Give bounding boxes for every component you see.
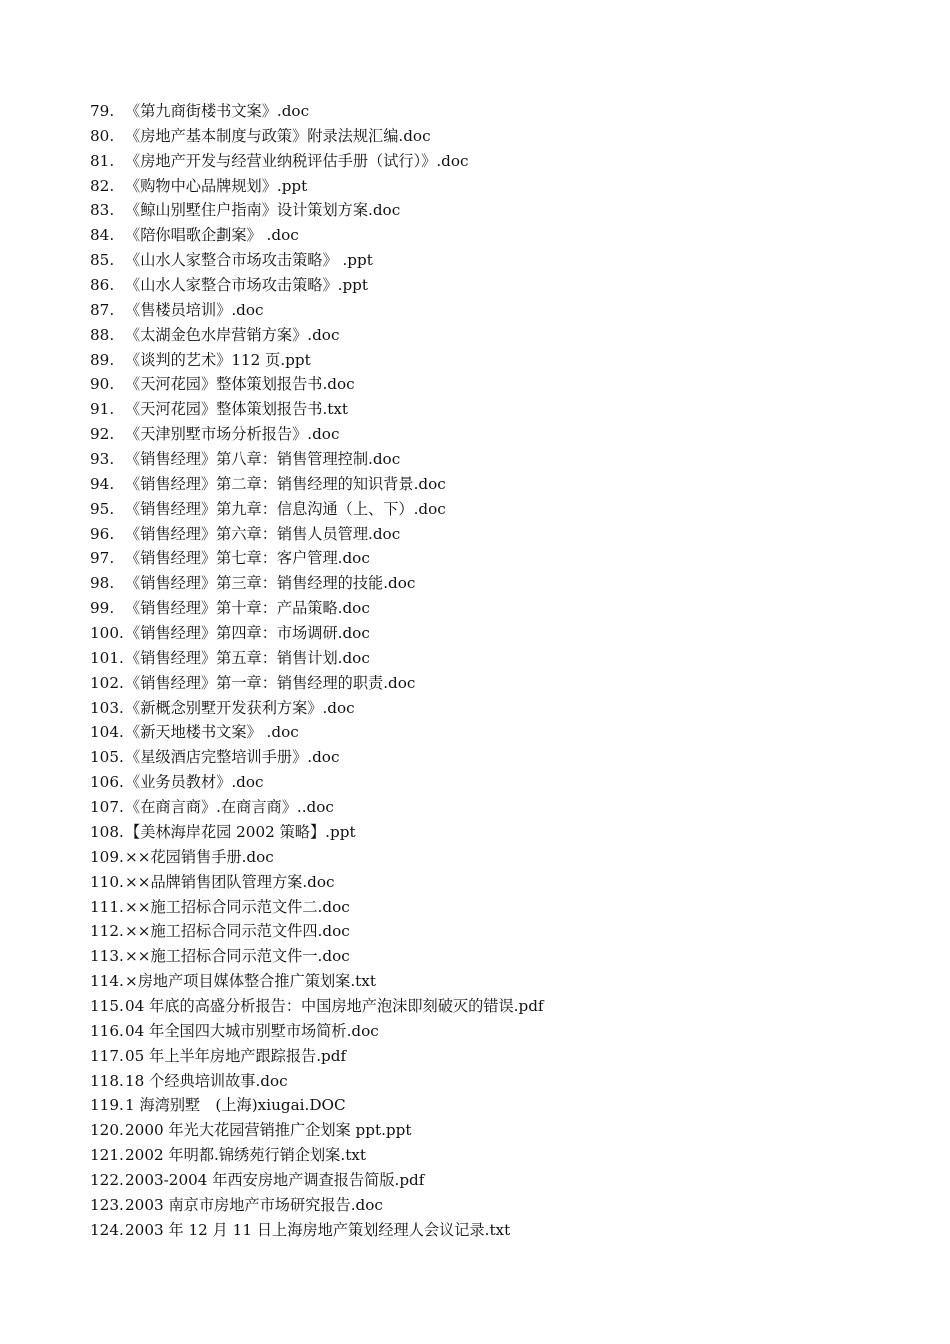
item-number: 81. bbox=[90, 151, 115, 170]
item-number: 108. bbox=[90, 822, 124, 841]
list-item bbox=[90, 621, 910, 646]
item-number: 88. bbox=[90, 325, 115, 344]
list-item bbox=[90, 273, 910, 298]
item-number: 95. bbox=[90, 499, 115, 518]
item-number: 83. bbox=[90, 201, 115, 220]
list-item bbox=[90, 174, 910, 199]
item-number: 107. bbox=[90, 798, 124, 817]
file-name: 《销售经理》第七章：客户管理.doc bbox=[125, 549, 370, 568]
item-number: 112. bbox=[90, 922, 124, 941]
item-number: 115. bbox=[90, 996, 124, 1015]
item-number: 82. bbox=[90, 176, 115, 195]
list-item bbox=[90, 1168, 910, 1193]
file-name: ××花园销售手册.doc bbox=[125, 847, 274, 866]
list-item bbox=[90, 397, 910, 422]
item-number: 87. bbox=[90, 300, 115, 319]
list-item bbox=[90, 198, 910, 223]
item-number: 93. bbox=[90, 450, 115, 469]
list-item bbox=[90, 994, 910, 1019]
item-number: 113. bbox=[90, 947, 124, 966]
list-item bbox=[90, 1118, 910, 1143]
item-number: 101. bbox=[90, 648, 124, 667]
file-name: 《销售经理》第四章：市场调研.doc bbox=[125, 624, 370, 643]
item-number: 123. bbox=[90, 1195, 124, 1214]
item-number: 118. bbox=[90, 1071, 124, 1090]
list-item bbox=[90, 1069, 910, 1094]
list-item bbox=[90, 944, 910, 969]
list-item bbox=[90, 1193, 910, 1218]
list-item bbox=[90, 1143, 910, 1168]
item-number: 99. bbox=[90, 599, 115, 618]
item-number: 97. bbox=[90, 549, 115, 568]
list-item bbox=[90, 969, 910, 994]
file-name: 《销售经理》第六章：销售人员管理.doc bbox=[125, 524, 401, 543]
list-item bbox=[90, 919, 910, 944]
list-item bbox=[90, 1019, 910, 1044]
item-number: 79. bbox=[90, 102, 115, 120]
file-name: 《山水人家整合市场攻击策略》.ppt bbox=[125, 276, 368, 295]
file-name: 《销售经理》第九章：信息沟通（上、下）.doc bbox=[125, 499, 446, 518]
list-item bbox=[90, 1218, 910, 1243]
list-item bbox=[90, 720, 910, 745]
item-number: 104. bbox=[90, 723, 124, 742]
file-name: 2002 年明都.锦绣苑行销企划案.txt bbox=[125, 1146, 366, 1165]
file-name: ×房地产项目媒体整合推广策划案.txt bbox=[125, 972, 376, 991]
list-item bbox=[90, 348, 910, 373]
item-number: 110. bbox=[90, 872, 124, 891]
list-item bbox=[90, 323, 910, 348]
item-number: 120. bbox=[90, 1121, 124, 1140]
file-name: 【美林海岸花园 2002 策略】.ppt bbox=[125, 822, 356, 841]
item-number: 105. bbox=[90, 748, 124, 767]
item-number: 98. bbox=[90, 574, 115, 593]
list-item bbox=[90, 745, 910, 770]
item-number: 121. bbox=[90, 1146, 124, 1165]
item-number: 114. bbox=[90, 972, 124, 991]
list-item bbox=[90, 99, 910, 124]
file-name: 《星级酒店完整培训手册》.doc bbox=[125, 748, 340, 767]
item-number: 91. bbox=[90, 400, 115, 419]
item-number: 117. bbox=[90, 1046, 124, 1065]
list-item bbox=[90, 571, 910, 596]
file-name: 《房地产开发与经营业纳税评估手册（试行）》.doc bbox=[125, 151, 469, 170]
item-number: 96. bbox=[90, 524, 115, 543]
file-name: 《新概念别墅开发获利方案》.doc bbox=[125, 698, 355, 717]
file-name: 《鲸山别墅住户指南》设计策划方案.doc bbox=[125, 201, 401, 220]
list-item bbox=[90, 820, 910, 845]
item-number: 100. bbox=[90, 624, 124, 643]
file-name: 《销售经理》第八章：销售管理控制.doc bbox=[125, 450, 401, 469]
item-number: 116. bbox=[90, 1021, 124, 1040]
item-number: 119. bbox=[90, 1096, 124, 1115]
list-item bbox=[90, 845, 910, 870]
item-number: 89. bbox=[90, 350, 115, 369]
item-number: 90. bbox=[90, 375, 115, 394]
file-name: ××施工招标合同示范文件四.doc bbox=[125, 922, 350, 941]
list-item bbox=[90, 522, 910, 547]
file-name: 05 年上半年房地产跟踪报告.pdf bbox=[125, 1046, 347, 1065]
list-item bbox=[90, 298, 910, 323]
file-name: 《山水人家整合市场攻击策略》 .ppt bbox=[125, 251, 373, 270]
file-name: 《房地产基本制度与政策》附录法规汇编.doc bbox=[125, 126, 431, 145]
file-name: 《销售经理》第十章：产品策略.doc bbox=[125, 599, 370, 618]
list-item bbox=[90, 1093, 910, 1118]
file-name: 04 年底的高盛分析报告：中国房地产泡沫即刻破灭的错误.pdf bbox=[125, 996, 544, 1015]
list-item bbox=[90, 770, 910, 795]
list-item bbox=[90, 546, 910, 571]
item-number: 124. bbox=[90, 1220, 124, 1239]
item-number: 111. bbox=[90, 897, 124, 916]
file-name: 《天河花园》整体策划报告书.doc bbox=[125, 375, 355, 394]
item-number: 122. bbox=[90, 1170, 124, 1189]
item-number: 109. bbox=[90, 847, 124, 866]
item-number: 94. bbox=[90, 474, 115, 493]
file-name: 2000 年光大花园营销推广企划案 ppt.ppt bbox=[125, 1121, 412, 1140]
list-item bbox=[90, 870, 910, 895]
list-item bbox=[90, 472, 910, 497]
file-name: 《销售经理》第三章：销售经理的技能.doc bbox=[125, 574, 416, 593]
file-name: 04 年全国四大城市别墅市场简析.doc bbox=[125, 1021, 379, 1040]
file-name: 《购物中心品牌规划》.ppt bbox=[125, 176, 308, 195]
list-item bbox=[90, 149, 910, 174]
file-name: 《售楼员培训》.doc bbox=[125, 300, 264, 319]
list-item bbox=[90, 671, 910, 696]
list-item bbox=[90, 497, 910, 522]
file-name: ××施工招标合同示范文件一.doc bbox=[125, 947, 350, 966]
list-item bbox=[90, 422, 910, 447]
list-item bbox=[90, 696, 910, 721]
file-name: ××施工招标合同示范文件二.doc bbox=[125, 897, 350, 916]
list-item bbox=[90, 372, 910, 397]
item-number: 92. bbox=[90, 425, 115, 444]
list-item bbox=[90, 1044, 910, 1069]
file-name: 2003 年 12 月 11 日上海房地产策划经理人会议记录.txt bbox=[125, 1220, 511, 1239]
list-item bbox=[90, 248, 910, 273]
file-name: 《销售经理》第二章：销售经理的知识背景.doc bbox=[125, 474, 446, 493]
item-number: 86. bbox=[90, 276, 115, 295]
item-number: 106. bbox=[90, 773, 124, 792]
file-list bbox=[90, 99, 910, 1243]
file-name: 《第九商街楼书文案》.doc bbox=[125, 102, 310, 120]
file-name: 《业务员教材》.doc bbox=[125, 773, 264, 792]
list-item bbox=[90, 795, 910, 820]
item-number: 103. bbox=[90, 698, 124, 717]
list-item bbox=[90, 895, 910, 920]
file-name: 1 海湾别墅 (上海)xiugai.DOC bbox=[125, 1096, 346, 1115]
list-item bbox=[90, 223, 910, 248]
file-name: 2003-2004 年西安房地产调查报告简版.pdf bbox=[125, 1170, 425, 1189]
file-name: 《天津别墅市场分析报告》.doc bbox=[125, 425, 340, 444]
file-name: 《太湖金色水岸营销方案》.doc bbox=[125, 325, 340, 344]
file-name: ××品牌销售团队管理方案.doc bbox=[125, 872, 335, 891]
file-name: 《谈判的艺术》112 页.ppt bbox=[125, 350, 311, 369]
item-number: 85. bbox=[90, 251, 115, 270]
list-item bbox=[90, 447, 910, 472]
item-number: 84. bbox=[90, 226, 115, 245]
item-number: 102. bbox=[90, 673, 124, 692]
file-name: 《销售经理》第一章：销售经理的职责.doc bbox=[125, 673, 416, 692]
item-number: 80. bbox=[90, 126, 115, 145]
file-name: 《在商言商》.在商言商》..doc bbox=[125, 798, 334, 817]
file-name: 《新天地楼书文案》 .doc bbox=[125, 723, 299, 742]
list-item bbox=[90, 646, 910, 671]
file-name: 2003 南京市房地产市场研究报告.doc bbox=[125, 1195, 383, 1214]
list-item bbox=[90, 124, 910, 149]
file-name: 18 个经典培训故事.doc bbox=[125, 1071, 288, 1090]
file-name: 《天河花园》整体策划报告书.txt bbox=[125, 400, 349, 419]
file-name: 《销售经理》第五章：销售计划.doc bbox=[125, 648, 370, 667]
file-name: 《陪你唱歌企劃案》 .doc bbox=[125, 226, 299, 245]
list-item bbox=[90, 596, 910, 621]
